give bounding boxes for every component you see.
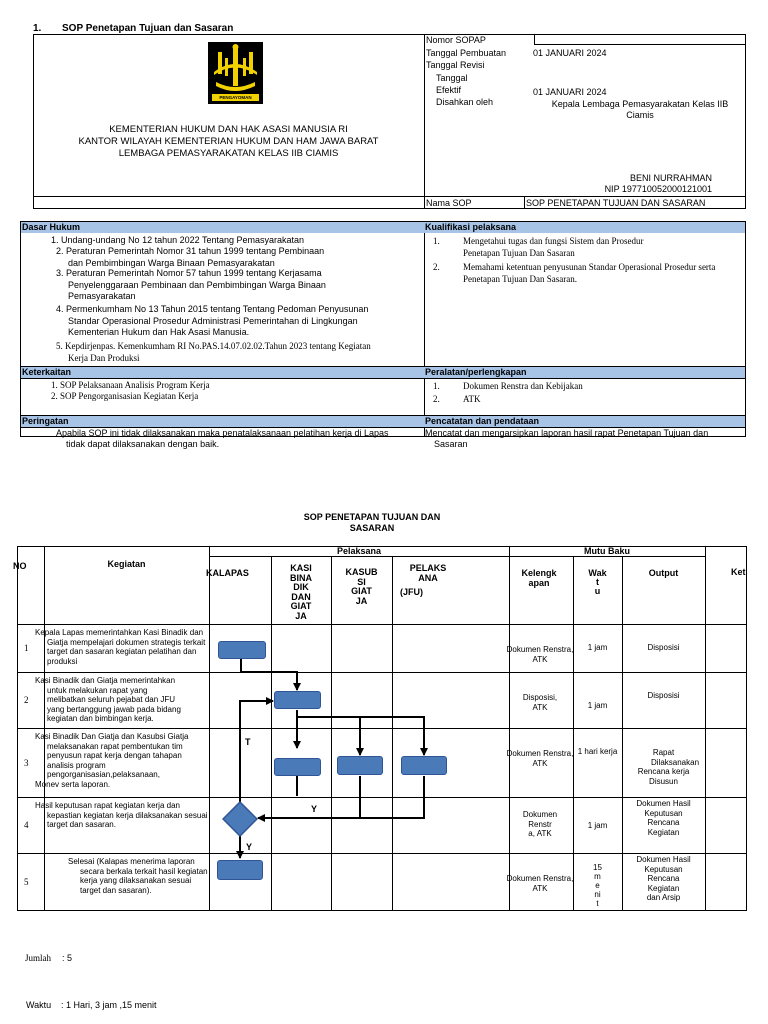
kualifikasi-item-num: 2. [433, 262, 440, 272]
flow-row-kelengkapan: Disposisi, [522, 693, 558, 702]
peringatan-line-2: tidak dapat dilaksanakan dengan baik. [66, 439, 220, 449]
dasar-hukum-item: Kerja Dan Produksi [68, 352, 140, 363]
flow-row-kegiatan: Monev serta laporan. [35, 779, 111, 789]
flow-row-waktu: 1 jam [587, 821, 608, 830]
flow-label-t: T [245, 737, 251, 747]
flow-row-kegiatan: Kepala Lapas memerintahkan Kasi Binadik dan [35, 628, 204, 637]
flow-row-kegiatan: Kasi Binadik dan Giatja memerintahkan [35, 676, 176, 685]
flow-row-output: Kegiatan [647, 883, 680, 893]
col-mutu-baku: Mutu Baku [584, 546, 630, 556]
flow-label-y-1: Y [311, 804, 318, 814]
column-header-line: BINA [290, 572, 312, 583]
keterkaitan-item-1: 1. SOP Pelaksanaan Analisis Program Kerja [51, 380, 210, 390]
pencatatan-line-1: Mencatat dan mengarsipkan laporan hasil rapat Penetapan Tujuan dan [425, 428, 709, 438]
flow-row-kegiatan: secara berkala terkait hasil kegiatan [80, 866, 208, 876]
flow-row-output: Rapat [652, 748, 675, 757]
flow-row-kegiatan: penyusun rapat kerja dengan tahapan [47, 751, 182, 760]
column-header-line: t [596, 577, 599, 587]
dasar-hukum-item: 2. Peraturan Pemerintah Nomor 31 tahun 1999 tentang Pembinaan [56, 246, 325, 256]
flow-row-number: 2 [24, 695, 29, 705]
disahkan-value-1: Kepala Lembaga Pemasyarakatan Kelas IIB [551, 99, 729, 109]
flow-step-2-kasi [274, 691, 321, 709]
efektif-label-1: Tanggal [436, 73, 468, 83]
column-header-line: PELAKS [409, 563, 447, 573]
flow-row-kegiatan: analisis program [47, 760, 106, 770]
column-header-line: DIK [293, 582, 309, 592]
flow-row-kelengkapan: Renstr [528, 819, 552, 829]
flow-row-kegiatan: kerja yang dilaksanakan sesuai [80, 876, 192, 885]
flow-row-kegiatan: target dan sasaran). [80, 885, 152, 895]
flow-row-kelengkapan: a, ATK [528, 829, 552, 838]
flow-step-3-kasubsi [337, 756, 383, 775]
flow-row-number: 3 [24, 757, 29, 768]
column-header-line: apan [528, 577, 550, 588]
flow-row-output: Disusun [649, 776, 678, 786]
flow-row-kelengkapan: Dokumen Renstra, [506, 749, 574, 758]
flow-title-2: SASARAN [349, 523, 395, 533]
column-header-line: Wak [588, 568, 607, 578]
flow-row-number: 4 [24, 820, 29, 830]
flow-row-kelengkapan: ATK [532, 758, 548, 768]
column-header-line: SI [357, 576, 366, 587]
column-header-line: u [594, 586, 601, 596]
column-header-line: JA [355, 595, 368, 606]
flow-row-output: Keputusan [644, 808, 683, 818]
logo-caption: PENGAYOMAN [219, 95, 252, 100]
col-output: Output [648, 568, 679, 578]
dasar-hukum-item: Pemasyarakatan [68, 291, 136, 301]
dasar-hukum-item: 1. Undang-undang No 12 tahun 2022 Tentang Pemasyarakatan [51, 235, 305, 245]
flow-row-number: 1 [24, 643, 29, 653]
flow-row-waktu: 1 jam [587, 701, 608, 710]
peringatan-line-1: Apabila SOP ini tidak dilaksanakan maka penatalaksanaan pelatihan kerja di Lapas [56, 428, 389, 438]
org-line-2: KANTOR WILAYAH KEMENTERIAN HUKUM DAN HAM JAWA BARAT [78, 136, 379, 147]
flow-decision-diamond [222, 801, 258, 837]
dasar-hukum-item: 5. Kepdirjenpas. Kemenkumham RI No.PAS.14.07.02.02.Tahun 2023 tentang Kegiatan [56, 341, 371, 351]
waktu-value: : 1 Hari, 3 jam ,15 menit [61, 1000, 157, 1010]
peralatan-item-1: Dokumen Renstra dan Kebijakan [463, 381, 583, 391]
document-title: SOP Penetapan Tujuan dan Sasaran [62, 23, 234, 34]
dasar-hukum-label: Dasar Hukum [22, 222, 81, 232]
disahkan-label: Disahkan oleh [436, 97, 494, 107]
flow-row-kegiatan: untuk melakukan rapat yang [47, 685, 148, 695]
flow-row-waktu: e [595, 881, 600, 890]
flow-row-kegiatan: yang bertanggung jawab pada bidang [47, 704, 181, 714]
flow-row-kelengkapan: Dokumen [522, 810, 558, 819]
flow-row-kegiatan: Selesai (Kalapas menerima laporan [68, 857, 195, 866]
col-ket: Ket [731, 567, 746, 577]
flow-row-output: Dokumen Hasil [636, 855, 691, 864]
jumlah-label: Jumlah [25, 953, 51, 963]
column-header-line: GIAT [290, 601, 312, 611]
flow-row-kegiatan: Hasil keputusan rapat kegiatan kerja dan [35, 801, 180, 810]
signer-name: BENI NURRAHMAN [629, 173, 712, 183]
org-line-3: LEMBAGA PEMASYARAKATAN KELAS IIB CIAMIS [118, 148, 339, 159]
keterkaitan-label: Keterkaitan [22, 367, 72, 377]
flow-row-kegiatan: Kasi Binadik Dan Giatja dan Kasubsi Giatja [35, 732, 189, 741]
flow-row-kegiatan: target dan sasaran. [47, 820, 116, 829]
flow-row-output: Disposisi [647, 691, 680, 700]
flow-label-y-2: Y [246, 842, 253, 852]
flow-row-output: Rencana [647, 874, 680, 883]
dasar-hukum-item: Penyelenggaraan Pembinaan dan Pembimbingan Warga Binaan [68, 279, 326, 290]
flow-step-3-kasi [274, 758, 321, 776]
kualifikasi-item: Penetapan Tujuan Dan Sasaran. [463, 274, 577, 284]
flow-title-1: SOP PENETAPAN TUJUAN DAN [303, 512, 441, 522]
signer-nip: NIP 197710052000121001 [604, 184, 712, 194]
flow-row-kelengkapan: ATK [532, 883, 548, 893]
peralatan-label: Peralatan/perlengkapan [425, 367, 527, 377]
efektif-label-2: Efektif [436, 85, 462, 95]
nomor-label: Nomor SOPAP [426, 35, 486, 45]
kualifikasi-item: Mengetahui tugas dan fungsi Sistem dan Prosedur [463, 236, 644, 246]
revisi-label: Tanggal Revisi [426, 60, 485, 70]
flow-row-output: Dilaksanakan [650, 757, 700, 767]
dasar-hukum-item: dan Pembimbingan Warga Binaan Pemasyarakatan [68, 257, 275, 268]
flow-row-number: 5 [24, 877, 29, 887]
flow-row-waktu: t [596, 899, 599, 908]
column-header-line: ANA [418, 573, 438, 583]
dasar-hukum-item: Standar Operasional Prosedur Administrasi Pemerintahan di Lingkungan [68, 315, 358, 326]
flow-row-kegiatan: target dan sasaran kegiatan pelatihan dan [47, 647, 197, 656]
peralatan-item-2-num: 2. [433, 394, 440, 404]
flow-row-output: dan Arsip [646, 893, 681, 902]
flow-step-5-kalapas [217, 860, 263, 880]
nama-sop-label: Nama SOP [426, 198, 472, 208]
column-header-line: GIAT [351, 586, 372, 596]
dasar-hukum-item: 3. Peraturan Pemerintah Nomor 57 tahun 1999 tentang Kerjasama [56, 268, 322, 278]
pembuatan-label: Tanggal Pembuatan [426, 48, 507, 58]
col-no: NO [13, 561, 27, 571]
flow-row-output: Disposisi [647, 643, 680, 652]
dasar-hukum-item: 4. Permenkumham No 13 Tahun 2015 tentang Tentang Pedoman Penyusunan [56, 304, 369, 314]
flow-row-kegiatan: Giatja mempelajari dokumen strategis terkait [47, 637, 206, 647]
flow-row-output: Rencana [647, 818, 680, 827]
section-number: 1. [33, 23, 42, 34]
flow-row-waktu: 1 jam [587, 643, 608, 652]
flow-row-output: Dokumen Hasil [636, 799, 691, 808]
kualifikasi-item: Penetapan Tujuan Dan Sasaran [463, 248, 575, 258]
flow-row-waktu: m [594, 872, 601, 881]
column-header-line: KASI [290, 563, 312, 573]
peralatan-item-1-num: 1. [433, 381, 440, 391]
col-jfu: (JFU) [400, 587, 423, 597]
column-header-line: DAN [291, 591, 311, 602]
flow-step-3-jfu [401, 756, 447, 775]
waktu-label: Waktu [26, 1000, 52, 1010]
column-header-line: JA [295, 610, 307, 621]
peringatan-label: Peringatan [22, 416, 69, 426]
flow-row-kegiatan: produksi [47, 656, 78, 666]
pencatatan-line-2: Sasaran [434, 439, 468, 449]
flow-row-waktu: 1 hari kerja [577, 747, 618, 756]
nama-sop-value: SOP PENETAPAN TUJUAN DAN SASARAN [526, 198, 706, 208]
column-header-line: Kelengk [521, 568, 557, 578]
org-line-1: KEMENTERIAN HUKUM DAN HAK ASASI MANUSIA RI [109, 124, 348, 135]
flow-row-kelengkapan: ATK [532, 702, 548, 712]
pencatatan-label: Pencatatan dan pendataan [425, 416, 540, 426]
dasar-hukum-item: Kementerian Hukum dan Hak Asasi Manusia. [68, 327, 250, 337]
flow-row-waktu: 15 [593, 863, 602, 872]
keterkaitan-item-2: 2. SOP Pengorganisasian Kegiatan Kerja [51, 391, 199, 401]
kualifikasi-label: Kualifikasi pelaksana [425, 222, 517, 232]
disahkan-value-2: Ciamis [626, 110, 654, 120]
col-kalapas: KALAPAS [206, 568, 249, 578]
col-kegiatan: Kegiatan [107, 559, 146, 569]
efektif-value: 01 JANUARI 2024 [533, 87, 607, 97]
flow-row-kegiatan: melaksanakan rapat pembentukan tim [47, 741, 183, 751]
col-pelaksana: Pelaksana [336, 546, 382, 556]
flow-row-kegiatan: melibatkan seluruh pejabat dan JFU [47, 695, 176, 704]
flow-row-kegiatan: kegiatan dan bimbingan kerja. [47, 714, 154, 723]
flow-row-kelengkapan: Dokumen Renstra, [506, 645, 574, 654]
peralatan-item-2: ATK [463, 394, 481, 404]
pembuatan-value: 01 JANUARI 2024 [533, 48, 607, 58]
flow-row-output: Keputusan [644, 864, 683, 874]
flow-row-output: Kegiatan [647, 827, 680, 837]
column-header-line: KASUB [345, 567, 378, 577]
flow-row-kelengkapan: Dokumen Renstra, [506, 874, 574, 883]
flow-row-kelengkapan: ATK [532, 654, 548, 664]
flow-row-kegiatan: kepastian kegiatan kerja dilaksanakan sesuai [47, 810, 208, 820]
flow-step-1-kalapas [218, 641, 266, 659]
jumlah-value: : 5 [62, 953, 73, 963]
kualifikasi-item-num: 1. [433, 236, 440, 246]
flow-row-output: Rencana kerja [637, 767, 690, 776]
kualifikasi-item: Memahami ketentuan penyusunan Standar Operasional Prosedur serta [463, 262, 716, 272]
flow-row-waktu: ni [594, 890, 601, 899]
flow-row-kegiatan: pengorganisasian,pelaksanaan, [47, 770, 160, 779]
